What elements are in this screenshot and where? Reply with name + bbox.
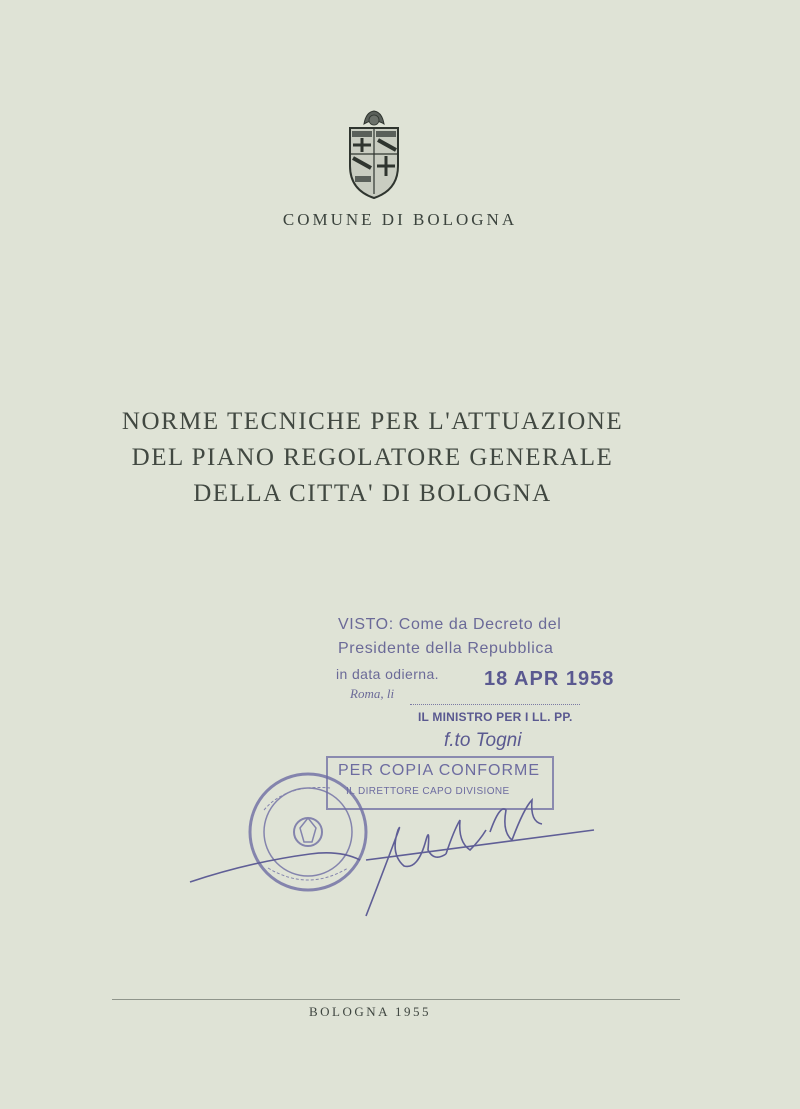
title-line: NORME TECNICHE PER L'ATTUAZIONE — [121, 408, 624, 435]
approval-authority: IL MINISTRO PER I LL. PP. — [418, 710, 573, 724]
footer-divider — [112, 999, 680, 1000]
approval-signature-text: f.to Togni — [444, 730, 522, 751]
bologna-coat-of-arms-icon — [342, 106, 406, 202]
issuer-heading: COMUNE DI BOLOGNA — [282, 210, 518, 229]
copy-stamp-subtitle: IL DIRETTORE CAPO DIVISIONE — [346, 786, 510, 797]
dotted-line — [410, 704, 580, 705]
approval-stamp-line: Presidente della Repubblica — [338, 640, 554, 657]
copy-stamp-title: PER COPIA CONFORME — [338, 762, 541, 779]
approval-place: Roma, li — [350, 686, 395, 701]
approval-stamp-line: in data odierna. — [336, 666, 439, 682]
document-title — [0, 404, 745, 512]
title-line: DELLA CITTA' DI BOLOGNA — [193, 480, 552, 507]
approval-date: 18 APR 1958 — [484, 668, 615, 690]
approval-stamp-line: VISTO: Come da Decreto del — [338, 616, 562, 633]
title-line: DEL PIANO REGOLATORE GENERALE — [131, 444, 614, 471]
ministry-seal-and-signature-icon — [190, 770, 610, 930]
footer-place-year: BOLOGNA 1955 — [308, 1004, 432, 1019]
